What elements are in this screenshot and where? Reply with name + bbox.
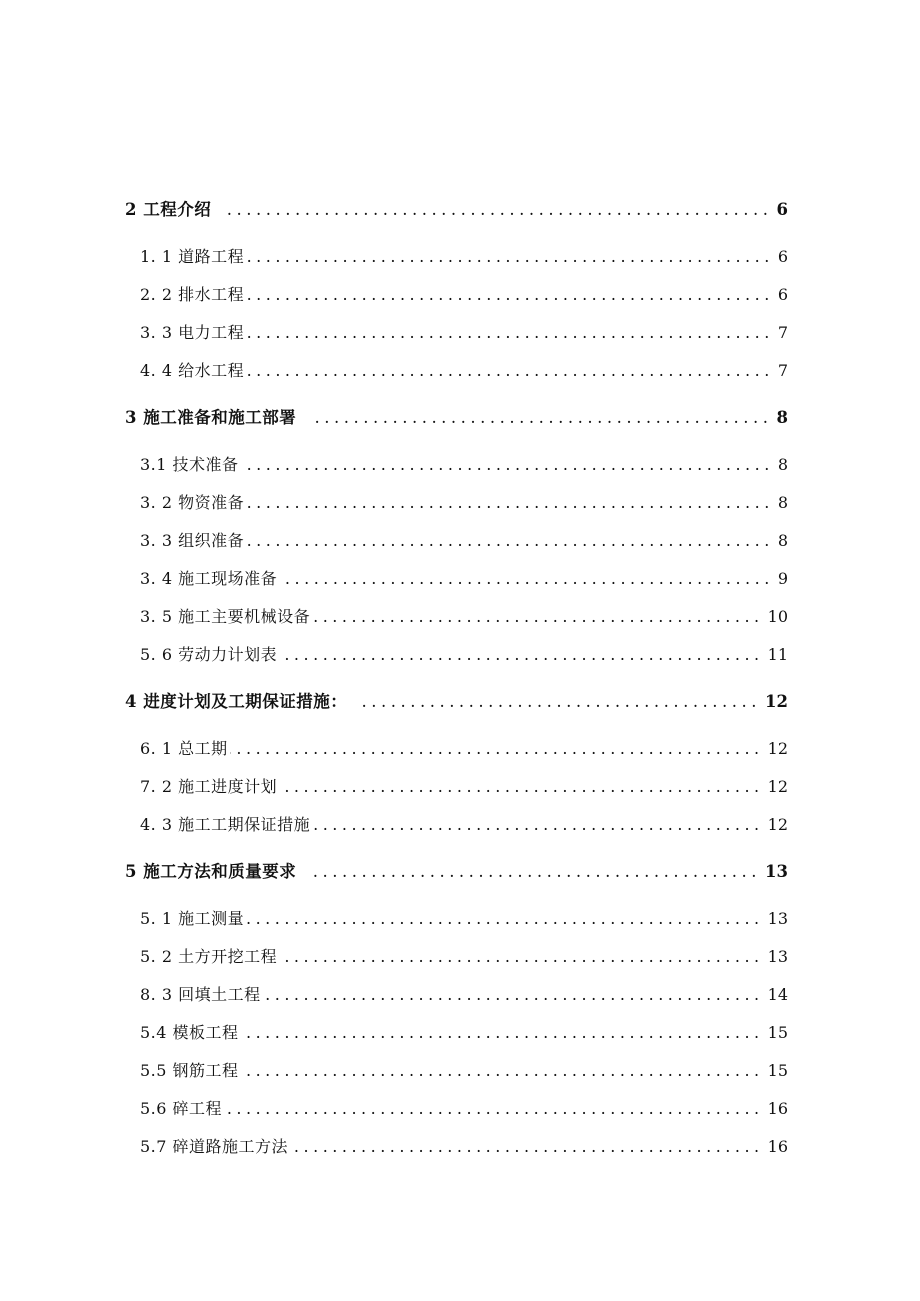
toc-entry-page: 13 — [765, 862, 788, 881]
toc-dot-leader — [241, 1020, 764, 1046]
toc-entry-page: 9 — [777, 569, 788, 588]
toc-dot-leader — [246, 906, 764, 932]
toc-entry-page: 7 — [777, 323, 788, 342]
toc-entry-label: 5.5 钢筋工程 — [140, 1061, 239, 1080]
toc-dot-leader — [312, 859, 761, 885]
toc-entry-page: 6 — [777, 247, 788, 266]
toc-entry-page: 12 — [767, 739, 788, 758]
toc-dot-leader — [279, 566, 774, 592]
toc-dot-leader — [246, 244, 774, 270]
toc-entry[interactable] — [125, 859, 788, 885]
toc-entry-label: 5. 2 土方开挖工程 — [140, 947, 278, 966]
toc-dot-leader — [246, 490, 774, 516]
toc-entry-label: 3. 3 组织准备 — [140, 531, 245, 550]
toc-entry-page: 11 — [767, 645, 788, 664]
toc-dot-leader — [246, 358, 774, 384]
toc-dot-leader — [279, 944, 764, 970]
toc-dot-leader — [246, 282, 774, 308]
toc-entry[interactable] — [140, 736, 788, 762]
toc-entry-label: 1. 1 道路工程 — [140, 247, 245, 266]
toc-entry[interactable] — [140, 774, 788, 800]
toc-entry-label: 4. 3 施工工期保证措施 — [140, 815, 311, 834]
toc-entry-label: 3. 4 施工现场准备 — [140, 569, 278, 588]
toc-entry[interactable] — [140, 1096, 788, 1122]
toc-entry-label: 3. 2 物资准备 — [140, 493, 245, 512]
toc-entry-label: 3. 3 电力工程 — [140, 323, 245, 342]
toc-entry[interactable] — [140, 604, 788, 630]
toc-entry[interactable] — [140, 244, 788, 270]
toc-dot-leader — [290, 1134, 764, 1160]
toc-entry-page: 16 — [767, 1137, 788, 1156]
toc-dot-leader — [224, 1096, 764, 1122]
toc-dot-leader — [279, 642, 764, 668]
toc-entry[interactable] — [140, 812, 788, 838]
toc-entry-page: 15 — [767, 1061, 788, 1080]
toc-entry[interactable] — [140, 566, 788, 592]
toc-entry-label: 5.7 碎道路施工方法 — [140, 1137, 289, 1156]
toc-dot-leader — [246, 528, 774, 554]
toc-entry-label: 7. 2 施工进度计划 — [140, 777, 278, 796]
toc-dot-leader — [246, 320, 774, 346]
toc-dot-leader — [363, 689, 761, 715]
toc-entry-page: 7 — [777, 361, 788, 380]
toc-entry-label: 2 工程介绍 — [125, 200, 212, 219]
toc-entry-page: 12 — [767, 815, 788, 834]
toc-dot-leader — [230, 736, 764, 762]
toc-entry[interactable] — [140, 944, 788, 970]
toc-entry[interactable] — [140, 1134, 788, 1160]
toc-dot-leader — [241, 452, 774, 478]
toc-entry[interactable] — [125, 197, 788, 223]
toc-entry-page: 16 — [767, 1099, 788, 1118]
toc-entry-label: 4. 4 给水工程 — [140, 361, 245, 380]
toc-entry[interactable] — [140, 490, 788, 516]
toc-entry-page: 15 — [767, 1023, 788, 1042]
toc-entry-label: 8. 3 回填土工程 — [140, 985, 261, 1004]
toc-entry[interactable] — [125, 405, 788, 431]
toc-entry-page: 8 — [777, 531, 788, 550]
toc-dot-leader — [227, 197, 772, 223]
toc-dot-leader — [312, 604, 764, 630]
toc-entry-label: 5. 6 劳动力计划表 — [140, 645, 278, 664]
toc-entry[interactable] — [140, 320, 788, 346]
toc-entry-page: 6 — [776, 200, 788, 219]
toc-entry[interactable] — [125, 689, 788, 715]
toc-entry-label: 5.4 模板工程 — [140, 1023, 239, 1042]
toc-entry-page: 6 — [777, 285, 788, 304]
toc-entry[interactable] — [140, 452, 788, 478]
toc-entry[interactable] — [140, 282, 788, 308]
toc-entry-label: 6. 1 总工期 — [140, 739, 228, 758]
toc-entry-page: 12 — [765, 692, 788, 711]
toc-entry-page: 8 — [777, 455, 788, 474]
toc-entry-label: 3 施工准备和施工部署 — [125, 408, 297, 427]
toc-entry-page: 10 — [767, 607, 788, 626]
toc-entry-label: 3.1 技术准备 — [140, 455, 239, 474]
toc-entry[interactable] — [140, 358, 788, 384]
toc-dot-leader — [312, 405, 772, 431]
toc-entry[interactable] — [140, 906, 788, 932]
toc-entry-label: 5. 1 施工测量 — [140, 909, 245, 928]
toc-entry-label: 5 施工方法和质量要求 — [125, 862, 297, 881]
toc-dot-leader — [241, 1058, 764, 1084]
toc-entry[interactable] — [140, 1058, 788, 1084]
toc-entry-page: 8 — [777, 493, 788, 512]
toc-entry-label: 3. 5 施工主要机械设备 — [140, 607, 311, 626]
toc-entry-page: 14 — [767, 985, 788, 1004]
toc-dot-leader — [312, 812, 764, 838]
toc-dot-leader — [263, 982, 764, 1008]
toc-entry-label: 2. 2 排水工程 — [140, 285, 245, 304]
toc-entry-page: 8 — [776, 408, 788, 427]
toc-entry-page: 13 — [767, 947, 788, 966]
toc-dot-leader — [279, 774, 764, 800]
toc-entry[interactable] — [140, 1020, 788, 1046]
toc-entry-page: 12 — [767, 777, 788, 796]
toc-entry[interactable] — [140, 982, 788, 1008]
toc-entry[interactable] — [140, 642, 788, 668]
toc-entry-label: 5.6 碎工程 — [140, 1099, 223, 1118]
toc-entry-label: 4 进度计划及工期保证措施： — [125, 692, 348, 711]
toc-entry[interactable] — [140, 528, 788, 554]
toc-entry-page: 13 — [767, 909, 788, 928]
